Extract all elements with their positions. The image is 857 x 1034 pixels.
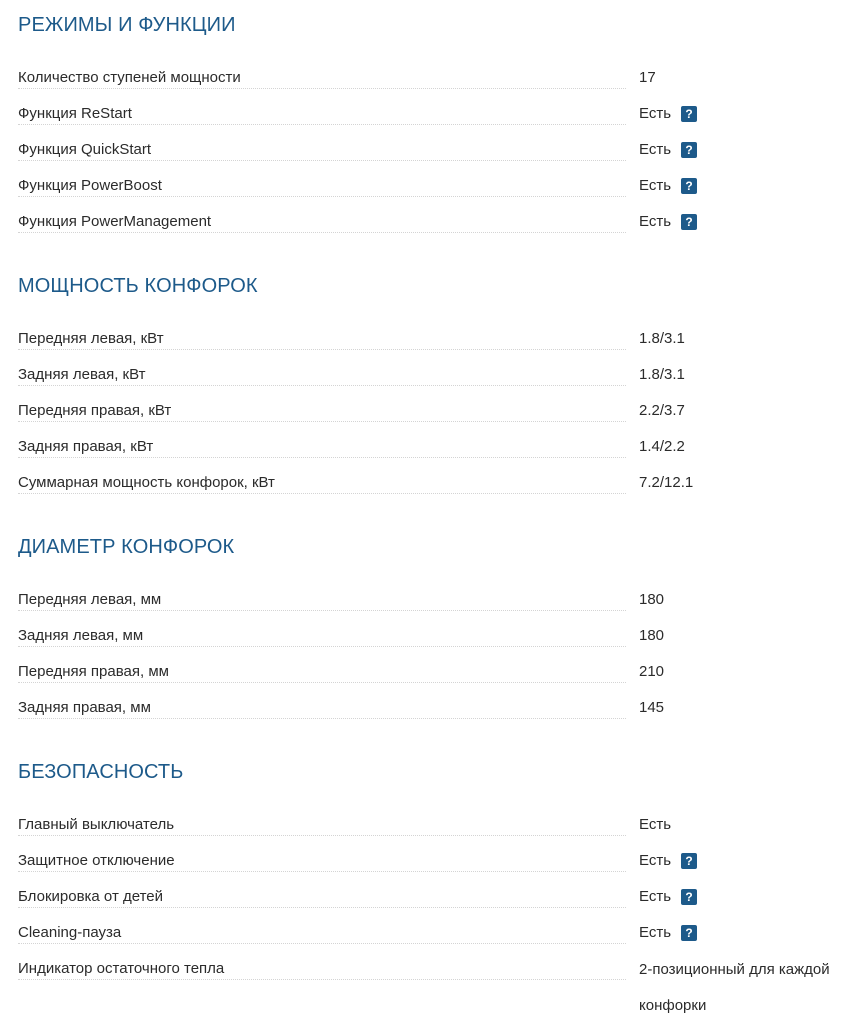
spec-label: Задняя правая, мм	[18, 691, 161, 717]
spec-value: Есть	[639, 924, 672, 941]
spec-value-wrap	[639, 213, 697, 231]
spec-list	[18, 61, 693, 241]
spec-list	[18, 808, 830, 1024]
spec-value: 7.2/12.1	[639, 474, 694, 491]
dotted-leader	[18, 493, 626, 494]
dotted-leader	[18, 907, 626, 908]
spec-value-wrap	[639, 816, 671, 834]
spec-value-wrap	[639, 924, 697, 942]
spec-label: Главный выключатель	[18, 808, 184, 834]
dotted-leader	[18, 421, 626, 422]
spec-value-wrap	[639, 177, 697, 195]
spec-row	[18, 691, 665, 727]
spec-row	[18, 97, 693, 133]
spec-row	[18, 583, 665, 619]
spec-value-wrap	[639, 627, 664, 645]
dotted-leader	[18, 196, 626, 197]
dotted-leader	[18, 124, 626, 125]
spec-row	[18, 394, 685, 430]
spec-label: Защитное отключение	[18, 844, 185, 870]
spec-value: 210	[639, 663, 665, 680]
spec-value: 180	[639, 627, 665, 644]
spec-label: Функция QuickStart	[18, 133, 161, 159]
spec-label: Задняя левая, мм	[18, 619, 153, 645]
help-icon[interactable]: ?	[681, 142, 697, 158]
dotted-leader	[18, 349, 626, 350]
spec-row	[18, 952, 830, 1024]
section-burner-power	[0, 274, 694, 502]
spec-value-wrap	[639, 663, 664, 681]
section-title: ДИАМЕТР КОНФОРОК	[18, 536, 235, 558]
dotted-leader	[18, 385, 626, 386]
section-safety	[0, 760, 830, 1024]
section-modes-functions	[0, 13, 693, 241]
spec-value-wrap	[639, 888, 697, 906]
help-icon[interactable]: ?	[681, 925, 697, 941]
spec-value-wrap	[639, 105, 697, 123]
spec-row	[18, 205, 693, 241]
spec-value: 180	[639, 591, 665, 608]
spec-value: 145	[639, 699, 665, 716]
spec-value: 17	[639, 69, 656, 86]
spec-row	[18, 916, 693, 952]
section-title: РЕЖИМЫ И ФУНКЦИИ	[18, 14, 236, 36]
dotted-leader	[18, 610, 626, 611]
dotted-leader	[18, 835, 626, 836]
section-title: МОЩНОСТЬ КОНФОРОК	[18, 275, 258, 297]
spec-value-wrap	[639, 402, 685, 420]
spec-value-wrap	[639, 438, 685, 456]
help-icon[interactable]: ?	[681, 106, 697, 122]
spec-label: Задняя левая, кВт	[18, 358, 156, 384]
help-icon[interactable]: ?	[681, 178, 697, 194]
spec-row	[18, 808, 672, 844]
spec-row	[18, 655, 665, 691]
spec-value: Есть	[639, 177, 672, 194]
spec-value: 2-позиционный для каждой конфорки	[639, 961, 830, 1014]
spec-label: Передняя правая, мм	[18, 655, 179, 681]
help-icon[interactable]: ?	[681, 889, 697, 905]
spec-value: Есть	[639, 852, 672, 869]
spec-row	[18, 880, 693, 916]
spec-label: Передняя левая, мм	[18, 583, 171, 609]
spec-value: 1.8/3.1	[639, 366, 685, 383]
help-icon[interactable]: ?	[681, 853, 697, 869]
spec-value: 1.4/2.2	[639, 438, 685, 455]
dotted-leader	[18, 682, 626, 683]
dotted-leader	[18, 979, 626, 980]
dotted-leader	[18, 718, 626, 719]
spec-label: Функция PowerBoost	[18, 169, 172, 195]
spec-label: Количество ступеней мощности	[18, 61, 251, 87]
spec-label: Передняя левая, кВт	[18, 322, 174, 348]
spec-row	[18, 61, 656, 97]
spec-value-wrap	[639, 474, 693, 492]
spec-row	[18, 466, 694, 502]
spec-value-wrap	[639, 366, 685, 384]
spec-value: Есть	[639, 141, 672, 158]
spec-value-wrap	[639, 591, 664, 609]
dotted-leader	[18, 943, 626, 944]
spec-label: Cleaning-пауза	[18, 916, 131, 942]
spec-row	[18, 358, 685, 394]
spec-row	[18, 133, 693, 169]
dotted-leader	[18, 88, 626, 89]
section-burner-diameter	[0, 535, 665, 727]
dotted-leader	[18, 646, 626, 647]
spec-label: Индикатор остаточного тепла	[18, 952, 234, 978]
dotted-leader	[18, 871, 626, 872]
spec-row	[18, 619, 665, 655]
spec-value-wrap	[639, 699, 664, 717]
spec-label: Функция ReStart	[18, 97, 142, 123]
spec-label: Функция PowerManagement	[18, 205, 221, 231]
spec-value: Есть	[639, 105, 672, 122]
spec-value: 1.8/3.1	[639, 330, 685, 347]
spec-value-wrap	[639, 69, 656, 87]
help-icon[interactable]: ?	[681, 214, 697, 230]
spec-label: Блокировка от детей	[18, 880, 173, 906]
spec-value-wrap	[639, 141, 697, 159]
spec-label: Задняя правая, кВт	[18, 430, 163, 456]
spec-label: Передняя правая, кВт	[18, 394, 181, 420]
spec-value: Есть	[639, 213, 672, 230]
dotted-leader	[18, 160, 626, 161]
spec-row	[18, 430, 685, 466]
spec-value-wrap	[639, 852, 697, 870]
spec-value: 2.2/3.7	[639, 402, 685, 419]
spec-list	[18, 583, 665, 727]
spec-row	[18, 169, 693, 205]
spec-value: Есть	[639, 888, 672, 905]
section-title: БЕЗОПАСНОСТЬ	[18, 761, 184, 783]
spec-list	[18, 322, 694, 502]
spec-value: Есть	[639, 816, 672, 833]
spec-row	[18, 844, 693, 880]
dotted-leader	[18, 457, 626, 458]
spec-value-wrap	[639, 330, 685, 348]
dotted-leader	[18, 232, 626, 233]
spec-row	[18, 322, 685, 358]
spec-label: Суммарная мощность конфорок, кВт	[18, 466, 285, 492]
